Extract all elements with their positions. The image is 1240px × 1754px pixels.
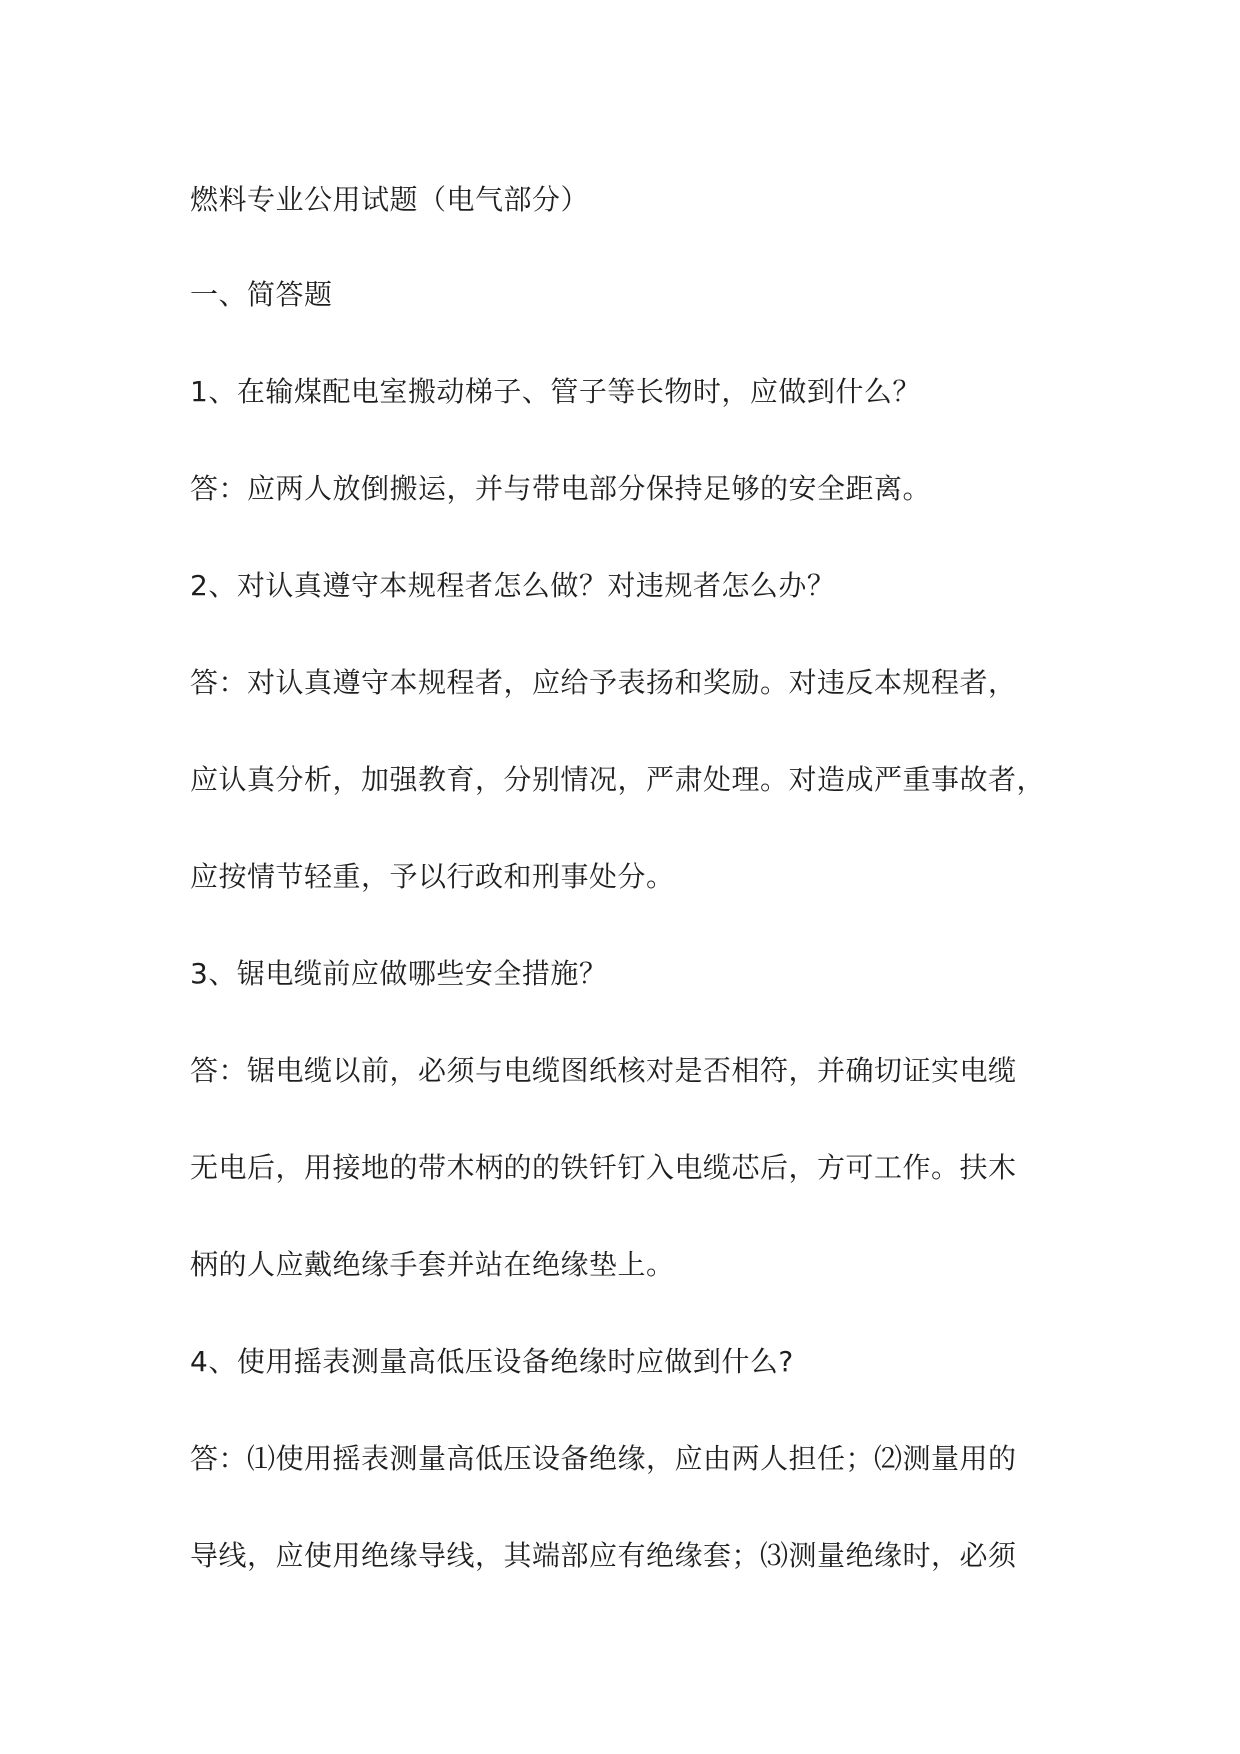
question-3: 3、锯电缆前应做哪些安全措施？	[190, 957, 608, 990]
answer-4-line-1: 答：⑴使用摇表测量高低压设备绝缘，应由两人担任；⑵测量用的	[190, 1442, 1017, 1475]
answer-2-line-1: 答：对认真遵守本规程者，应给予表扬和奖励。对违反本规程者，	[190, 666, 1017, 699]
answer-2-line-2: 应认真分析，加强教育，分别情况，严肃处理。对造成严重事故者，	[190, 763, 1046, 796]
answer-4-line-2: 导线，应使用绝缘导线，其端部应有绝缘套；⑶测量绝缘时，必须	[190, 1539, 1017, 1572]
answer-3-line-3: 柄的人应戴绝缘手套并站在绝缘垫上。	[190, 1248, 675, 1281]
document-title: 燃料专业公用试题（电气部分）	[190, 183, 590, 216]
answer-3-line-1: 答：锯电缆以前，必须与电缆图纸核对是否相符，并确切证实电缆	[190, 1054, 1017, 1087]
section-heading: 一、简答题	[190, 278, 333, 311]
answer-1: 答：应两人放倒搬运，并与带电部分保持足够的安全距离。	[190, 472, 932, 505]
question-1: 1、在输煤配电室搬动梯子、管子等长物时，应做到什么？	[190, 375, 921, 408]
question-2: 2、对认真遵守本规程者怎么做？对违规者怎么办？	[190, 569, 836, 602]
answer-2-line-3: 应按情节轻重，予以行政和刑事处分。	[190, 860, 675, 893]
question-4: 4、使用摇表测量高低压设备绝缘时应做到什么?	[190, 1345, 794, 1378]
answer-3-line-2: 无电后，用接地的带木柄的的铁钎钉入电缆芯后，方可工作。扶木	[190, 1151, 1017, 1184]
